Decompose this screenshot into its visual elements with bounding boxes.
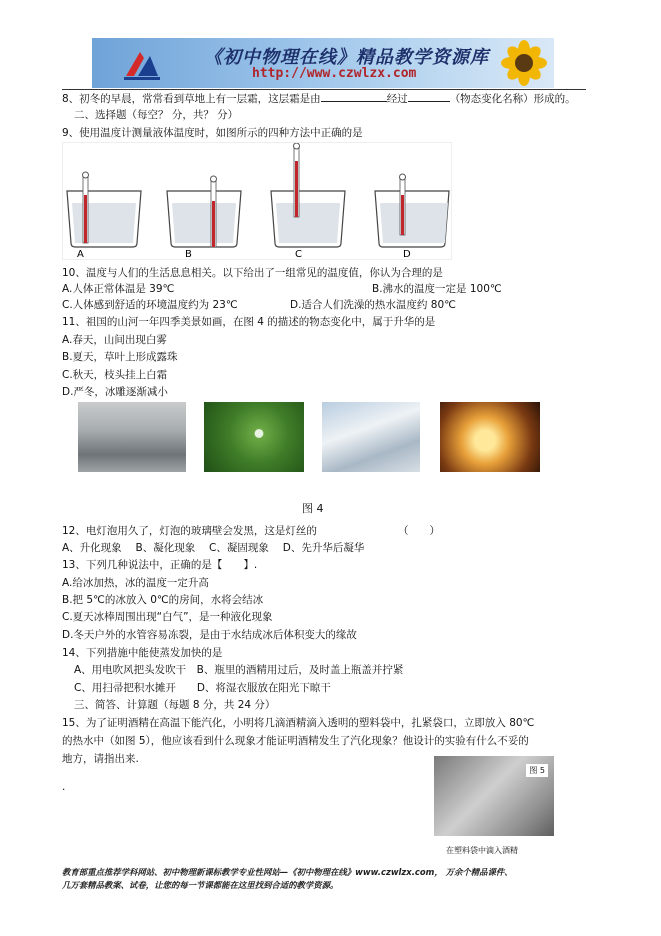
beaker-c bbox=[271, 143, 345, 247]
section-2-heading: 二、选择题（每空？ 分，共？ 分） bbox=[74, 109, 239, 121]
q11-option-c: C.秋天，枝头挂上白霜 bbox=[62, 369, 168, 381]
q8-text-b: 经过 bbox=[386, 93, 408, 105]
figure-4-caption: 图 4 bbox=[302, 502, 324, 515]
question-8 bbox=[62, 91, 576, 106]
banner-title: 《初中物理在线》精品教学资源库 bbox=[204, 47, 489, 68]
q8-text-c: （物态变化名称）形成的。 bbox=[449, 93, 576, 105]
q8-blank-2[interactable] bbox=[408, 91, 450, 102]
q13-option-a: A.给冰加热，冰的温度一定升高 bbox=[62, 577, 209, 589]
q10-option-c: C.人体感到舒适的环境温度约为 23℃ bbox=[62, 299, 238, 311]
q12-answer-paren: （ ） bbox=[398, 525, 440, 537]
q12-options: A、升化现象 B、凝化现象 C、凝固现象 D、先升华后凝华 bbox=[62, 542, 365, 554]
question-15-line-1: 15、为了证明酒精在高温下能汽化，小明将几滴酒精滴入透明的塑料袋中，扎紧袋口，立即放入 80℃ bbox=[62, 717, 535, 729]
q8-blank-1[interactable] bbox=[321, 91, 387, 102]
q8-text-a: 8、初冬的早晨，常常看到草地上有一层霜，这层霜是由 bbox=[62, 93, 321, 105]
figure-5-caption: 在塑料袋中滴入酒精 bbox=[446, 846, 518, 855]
photo-ice-sculpture bbox=[440, 402, 540, 472]
header-banner bbox=[92, 38, 554, 88]
question-9: 9、使用温度计测量液体温度时，如图所示的四种方法中正确的是 bbox=[62, 127, 363, 139]
beaker-label-c: C bbox=[295, 249, 302, 260]
q10-option-b: B.沸水的温度一定是 100℃ bbox=[372, 283, 502, 295]
q14-options-cd: C、用扫帚把积水摊开 D、将湿衣服放在阳光下晾干 bbox=[74, 682, 331, 694]
stray-dot: . bbox=[62, 781, 66, 793]
beaker-a bbox=[67, 172, 141, 247]
question-11: 11、祖国的山河一年四季美景如画，在图 4 的描述的物态变化中，属于升华的是 bbox=[62, 316, 436, 328]
banner-url[interactable]: http://www.czwlzx.com bbox=[252, 66, 417, 81]
q11-option-a: A.春天，山间出现白雾 bbox=[62, 334, 167, 346]
header-rule bbox=[62, 89, 586, 90]
figure-5-photo bbox=[434, 756, 554, 836]
q14-options-ab: A、用电吹风把头发吹干 B、瓶里的酒精用过后，及时盖上瓶盖并拧紧 bbox=[74, 664, 404, 676]
photo-frost-branch bbox=[322, 402, 420, 472]
question-13: 13、下列几种说法中，正确的是【 】. bbox=[62, 559, 258, 571]
beaker-b bbox=[167, 176, 241, 247]
q10-option-d: D.适合人们洗澡的热水温度约 80℃ bbox=[290, 299, 456, 311]
question-15-line-3: 地方，请指出来. bbox=[62, 753, 139, 765]
q13-option-d: D.冬天户外的水管容易冻裂，是由于水结成冰后体积变大的缘故 bbox=[62, 629, 357, 641]
question-14: 14、下列措施中能使蒸发加快的是 bbox=[62, 647, 223, 659]
site-logo-icon bbox=[122, 46, 162, 82]
figure-5-label: 图 5 bbox=[526, 764, 548, 777]
footer-line-1: 教育部重点推荐学科网站、初中物理新课标教学专业性网站—《初中物理在线》www.czwlzx.com， 万余个精品课件、 bbox=[62, 867, 513, 877]
sunflower-icon bbox=[498, 40, 550, 86]
q11-option-b: B.夏天，草叶上形成露珠 bbox=[62, 351, 178, 363]
beaker-label-b: B bbox=[185, 249, 192, 260]
thermometer-beakers-figure bbox=[62, 142, 452, 260]
section-3-heading: 三、简答、计算题（每题 8 分，共 24 分） bbox=[74, 699, 276, 711]
q11-option-d: D.严冬，冰雕逐渐减小 bbox=[62, 386, 168, 398]
q13-option-b: B.把 5℃的冰放入 0℃的房间，水将会结冰 bbox=[62, 594, 264, 606]
beaker-label-d: D bbox=[403, 249, 411, 260]
question-10: 10、温度与人们的生活息息相关。以下给出了一组常见的温度值，你认为合理的是 bbox=[62, 267, 443, 279]
q13-option-c: C.夏天冰棒周围出现“白气”，是一种液化现象 bbox=[62, 611, 273, 623]
footer-line-2: 几万套精品教案、试卷，让您的每一节课都能在这里找到合适的教学资源。 bbox=[62, 880, 339, 890]
q10-option-a: A.人体正常体温是 39℃ bbox=[62, 283, 175, 295]
photo-fog-mountain bbox=[78, 402, 186, 472]
beaker-label-a: A bbox=[77, 249, 84, 260]
question-15-line-2: 的热水中（如图 5），他应该看到什么现象才能证明酒精发生了汽化现象？他设计的实验有什么不妥的 bbox=[62, 735, 529, 747]
question-12: 12、电灯泡用久了，灯泡的玻璃壁会发黑，这是灯丝的 bbox=[62, 525, 317, 537]
beaker-d bbox=[375, 174, 449, 247]
photo-dew-grass bbox=[204, 402, 304, 472]
